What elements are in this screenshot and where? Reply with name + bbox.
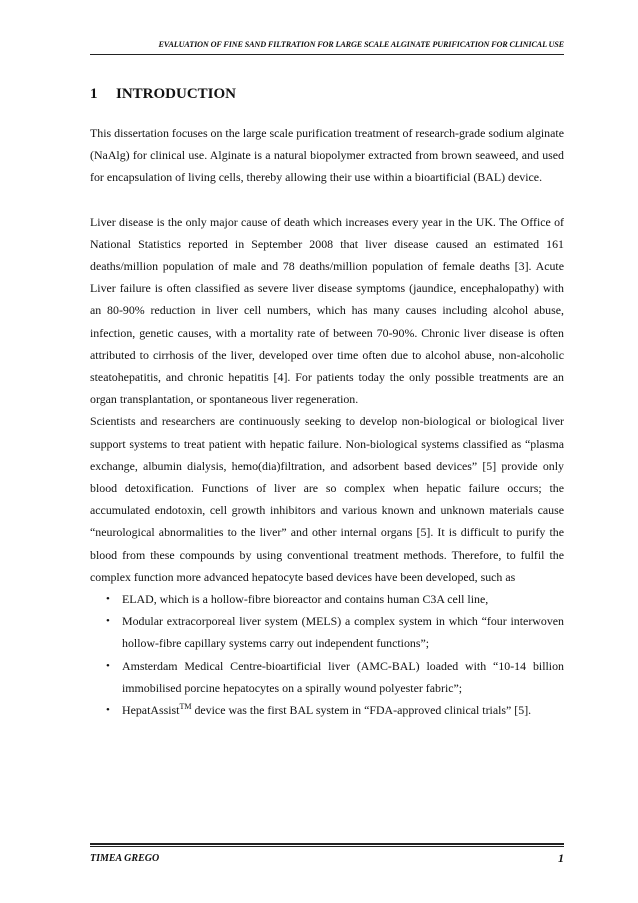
- list-item-prefix: HepatAssist: [122, 703, 180, 718]
- list-item: [90, 655, 564, 699]
- section-heading: [90, 86, 236, 103]
- header-rule: [90, 54, 564, 55]
- device-list: [90, 588, 564, 721]
- list-item: [90, 699, 564, 721]
- paragraph-intro: This dissertation focuses on the large scale purification treatment of research-grade sodium alginate (NaAlg) for clinical use. Alginate is a natural biopolymer extracted from brown seaweed, and used for encapsulation of living cells, thereby allowing their use within a bioartificial (BAL) device.: [90, 126, 564, 185]
- trademark-superscript: TM: [179, 702, 192, 712]
- footer-rule-thin: [90, 846, 564, 847]
- paragraph-liver-disease: Liver disease is the only major cause of death which increases every year in the UK. The Office of National Statistics reported in September 2008 that liver disease caused an estimated 161 deaths/million population of male and 78 deaths/million population of female deaths [3]. Acute Liver failure is often classified as severe liver disease symptoms (jaundice, encephalopathy) with an 80-90% reduction in liver cell numbers, which has many causes including alcohol abuse, infection, genetic causes, with a mortality rate of between 70-90%. Chronic liver disease is often attributed to cirrhosis of the liver, developed over time often due to alcohol abuse, non-alcoholic steatohepatitis, and chronic hepatitis [4]. For patients today the only possible treatments are an organ transplantation, or spontaneous liver regeneration.: [90, 214, 564, 407]
- body-text: [90, 122, 564, 721]
- footer-author: TIMEA GREGO: [90, 853, 160, 864]
- list-item: [90, 610, 564, 654]
- page-number: 1: [558, 851, 564, 865]
- bullet-icon: •: [106, 704, 110, 717]
- list-item-suffix: device was the first BAL system in “FDA-approved clinical trials” [5].: [191, 703, 532, 718]
- bullet-icon: •: [106, 593, 110, 606]
- list-item-text: ELAD, which is a hollow-fibre bioreactor and contains human C3A cell line,: [122, 592, 489, 607]
- paragraph-support-systems: Scientists and researchers are continuously seeking to develop non-biological or biological liver support systems to treat patient with hepatic failure. Non-biological systems classified as “plasma exchange, albumin dialysis, hemo(dia)filtration, and adsorbent based devices” [5] provide only blood detoxification. Functions of liver are so complex when hepatic failure occurs; the accumulated endotoxin, cell growth inhibitors and various known and unknown materials cause “neurological abnormalities to the liver” and other internal organs [5]. It is difficult to purify the blood from these compounds by using conventional treatment methods. Therefore, to fulfil the complex function more advanced hepatocyte based devices have been developed, such as: [90, 414, 564, 584]
- section-title: INTRODUCTION: [116, 86, 237, 102]
- list-item-text: Modular extracorporeal liver system (MELS) a complex system in which “four interwoven hollow-fibre capillary systems carry out independent functions”;: [122, 614, 564, 651]
- running-header: EVALUATION OF FINE SAND FILTRATION FOR LARGE SCALE ALGINATE PURIFICATION FOR CLINICAL USE: [158, 40, 564, 49]
- bullet-icon: •: [106, 615, 110, 628]
- section-number: 1: [90, 86, 98, 102]
- list-item-text: Amsterdam Medical Centre-bioartificial liver (AMC-BAL) loaded with “10-14 billion immobilised porcine hepatocytes on a spirally wound polyester fabric”;: [122, 658, 564, 695]
- bullet-icon: •: [106, 659, 110, 672]
- footer-rule: [90, 843, 564, 845]
- list-item: [90, 588, 564, 610]
